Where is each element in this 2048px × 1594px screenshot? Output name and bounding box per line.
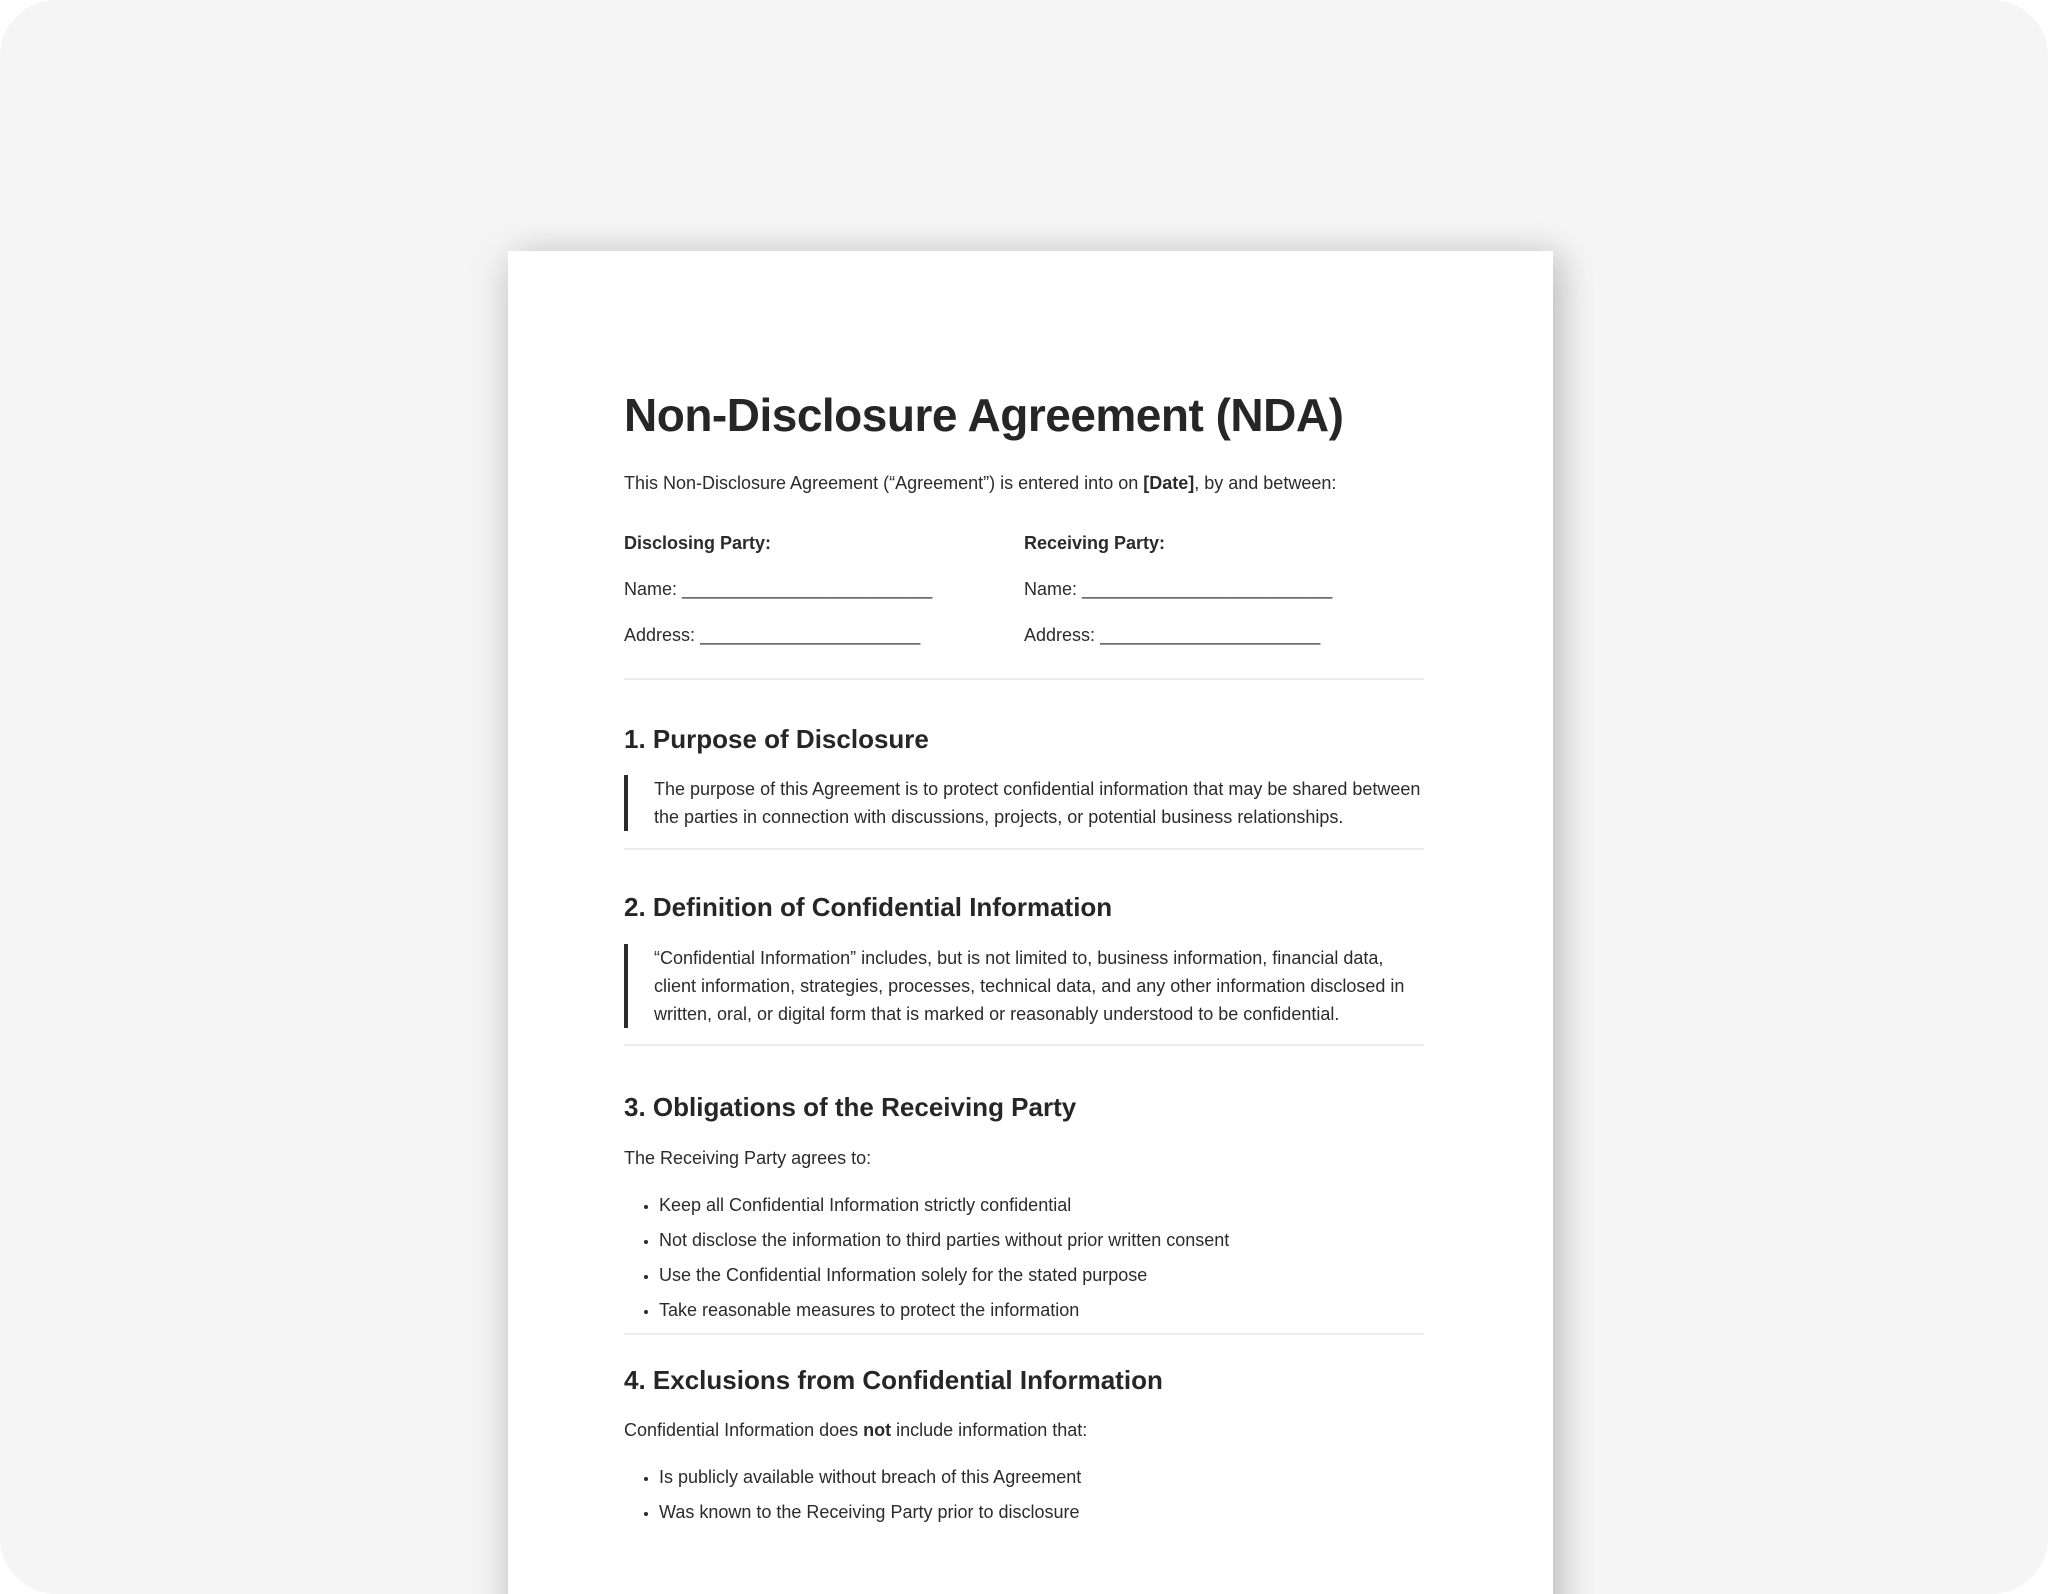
quote-text: The purpose of this Agreement is to protect confidential information that may be shared between the parties in connection with discussions, projects, or potential business relationships. bbox=[654, 779, 1421, 827]
obligations-list bbox=[624, 1191, 1424, 1324]
document-page bbox=[508, 251, 1553, 1594]
document-content bbox=[624, 251, 1424, 1533]
field-label: Name: bbox=[1024, 579, 1078, 599]
lead-text-end: include information that: bbox=[891, 1420, 1088, 1440]
section-heading: 1. Purpose of Disclosure bbox=[624, 724, 929, 754]
document-title: Non-Disclosure Agreement (NDA) bbox=[624, 389, 1344, 441]
section-lead bbox=[624, 1416, 1424, 1444]
exclusions-list bbox=[624, 1463, 1424, 1526]
list-item: • Was known to the Receiving Party prior to disclosure bbox=[659, 1498, 1424, 1526]
parties-block bbox=[624, 529, 1424, 649]
blank-line: _________________________ bbox=[682, 579, 933, 599]
list-item: • Take reasonable measures to protect the information bbox=[659, 1296, 1424, 1324]
field-label: Address: bbox=[624, 625, 696, 645]
disclosing-party bbox=[624, 529, 1024, 649]
list-item: • Not disclose the information to third parties without prior written consent bbox=[659, 1226, 1424, 1254]
divider bbox=[624, 1333, 1424, 1335]
list-item: • Is publicly available without breach of this Agreement bbox=[659, 1463, 1424, 1491]
intro-paragraph bbox=[624, 469, 1424, 497]
receiving-name-field[interactable] bbox=[1024, 575, 1424, 603]
section-heading: 3. Obligations of the Receiving Party bbox=[624, 1092, 1077, 1122]
section-quote bbox=[624, 775, 1424, 831]
blank-line: ______________________ bbox=[700, 625, 921, 645]
list-item: • Keep all Confidential Information strictly confidential bbox=[659, 1191, 1424, 1219]
blank-line: _________________________ bbox=[1082, 579, 1333, 599]
receiving-party bbox=[1024, 529, 1424, 649]
quote-text: “Confidential Information” includes, but is not limited to, business information, financial data, client information, strategies, processes, technical data, and any other information disclosed in written, oral, or digital form that is marked or reasonably understood to be confidential. bbox=[654, 948, 1405, 1024]
disclosing-address-field[interactable] bbox=[624, 621, 1024, 649]
receiving-party-label: Receiving Party: bbox=[1024, 533, 1166, 553]
section-lead: The Receiving Party agrees to: bbox=[624, 1148, 872, 1168]
intro-text-end: , by and between: bbox=[1194, 473, 1337, 493]
intro-text: This Non-Disclosure Agreement (“Agreement”) is entered into on bbox=[624, 473, 1144, 493]
list-item: • Use the Confidential Information solely for the stated purpose bbox=[659, 1261, 1424, 1289]
disclosing-party-label: Disclosing Party: bbox=[624, 533, 772, 553]
lead-emphasis: not bbox=[863, 1420, 892, 1440]
divider bbox=[624, 678, 1424, 680]
receiving-address-field[interactable] bbox=[1024, 621, 1424, 649]
field-label: Address: bbox=[1024, 625, 1096, 645]
blank-line: ______________________ bbox=[1100, 625, 1321, 645]
date-placeholder: [Date] bbox=[1143, 473, 1195, 493]
divider bbox=[624, 1044, 1424, 1046]
section-quote bbox=[624, 944, 1424, 1028]
divider bbox=[624, 848, 1424, 850]
disclosing-name-field[interactable] bbox=[624, 575, 1024, 603]
section-heading: 4. Exclusions from Confidential Information bbox=[624, 1365, 1163, 1395]
section-heading: 2. Definition of Confidential Information bbox=[624, 892, 1113, 922]
field-label: Name: bbox=[624, 579, 678, 599]
lead-text: Confidential Information does bbox=[624, 1420, 864, 1440]
